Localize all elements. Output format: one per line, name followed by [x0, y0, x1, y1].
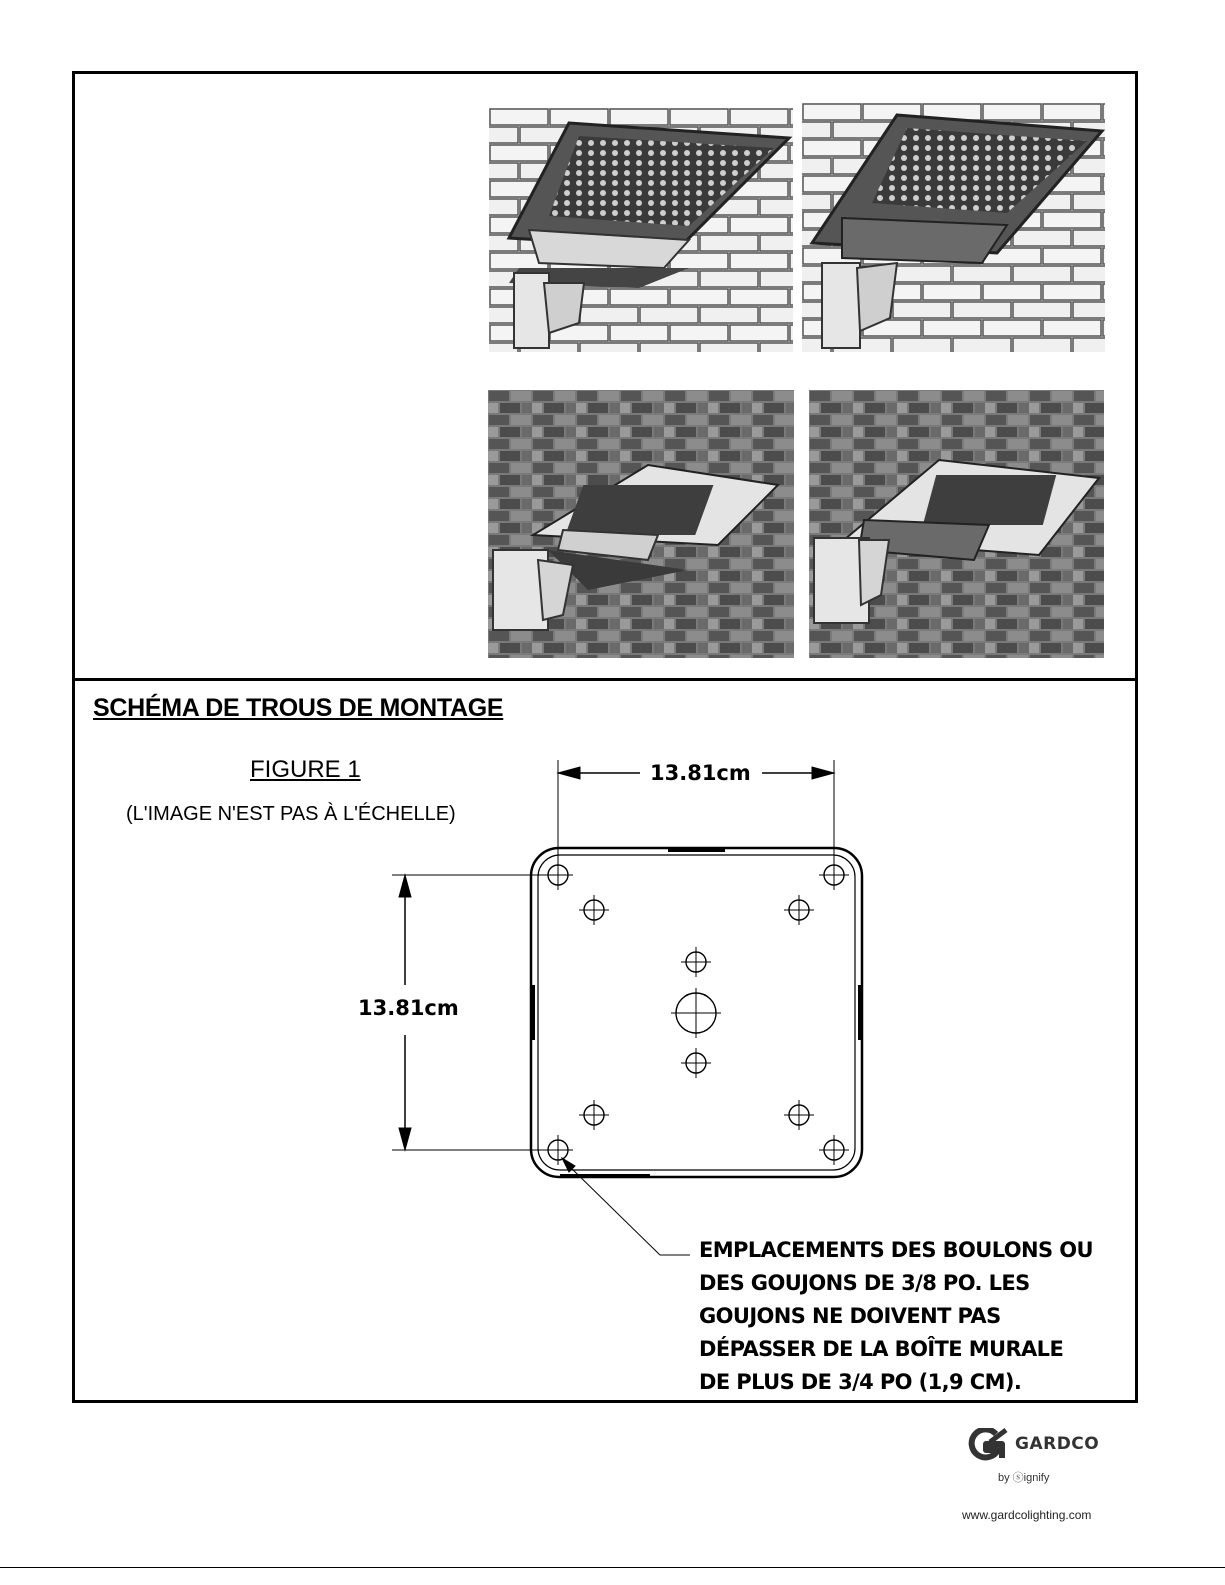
gardco-logo-icon — [966, 1428, 1008, 1462]
center-conduit-hole — [671, 988, 721, 1038]
brand-byline: by ⓢignify — [998, 1472, 1050, 1484]
height-dimension-label: 13.81cm — [358, 996, 459, 1020]
bolt-hole — [543, 1135, 573, 1165]
bolt-hole — [579, 1100, 609, 1130]
bolt-note-line: EMPLACEMENTS DES BOULONS OU — [699, 1238, 1093, 1262]
figure-label: FIGURE 1 — [250, 756, 361, 783]
bolt-note — [699, 1234, 1109, 1399]
page-bottom-rule — [0, 1567, 1225, 1568]
width-dimension-label: 13.81cm — [650, 761, 751, 785]
bolt-note-line: DE PLUS DE 3/4 PO (1,9 CM). — [699, 1370, 1022, 1394]
bolt-note-line: GOUJONS NE DOIVENT PAS — [699, 1304, 1001, 1328]
bolt-hole — [543, 860, 573, 890]
website-link[interactable]: www.gardcolighting.com — [962, 1508, 1092, 1522]
bolt-hole — [681, 1048, 711, 1078]
bolt-note-line: DÉPASSER DE LA BOÎTE MURALE — [699, 1337, 1064, 1361]
bolt-hole — [784, 895, 814, 925]
bolt-note-line: DES GOUJONS DE 3/8 PO. LES — [699, 1271, 1030, 1295]
scale-note: (L'IMAGE N'EST PAS À L'ÉCHELLE) — [126, 803, 456, 825]
section-title: SCHÉMA DE TROUS DE MONTAGE — [93, 694, 504, 722]
bolt-hole — [819, 1135, 849, 1165]
bolt-hole — [681, 947, 711, 977]
bolt-hole — [819, 860, 849, 890]
brand-name: GARDCO — [1015, 1434, 1100, 1454]
bolt-hole — [579, 895, 609, 925]
bolt-hole — [784, 1100, 814, 1130]
